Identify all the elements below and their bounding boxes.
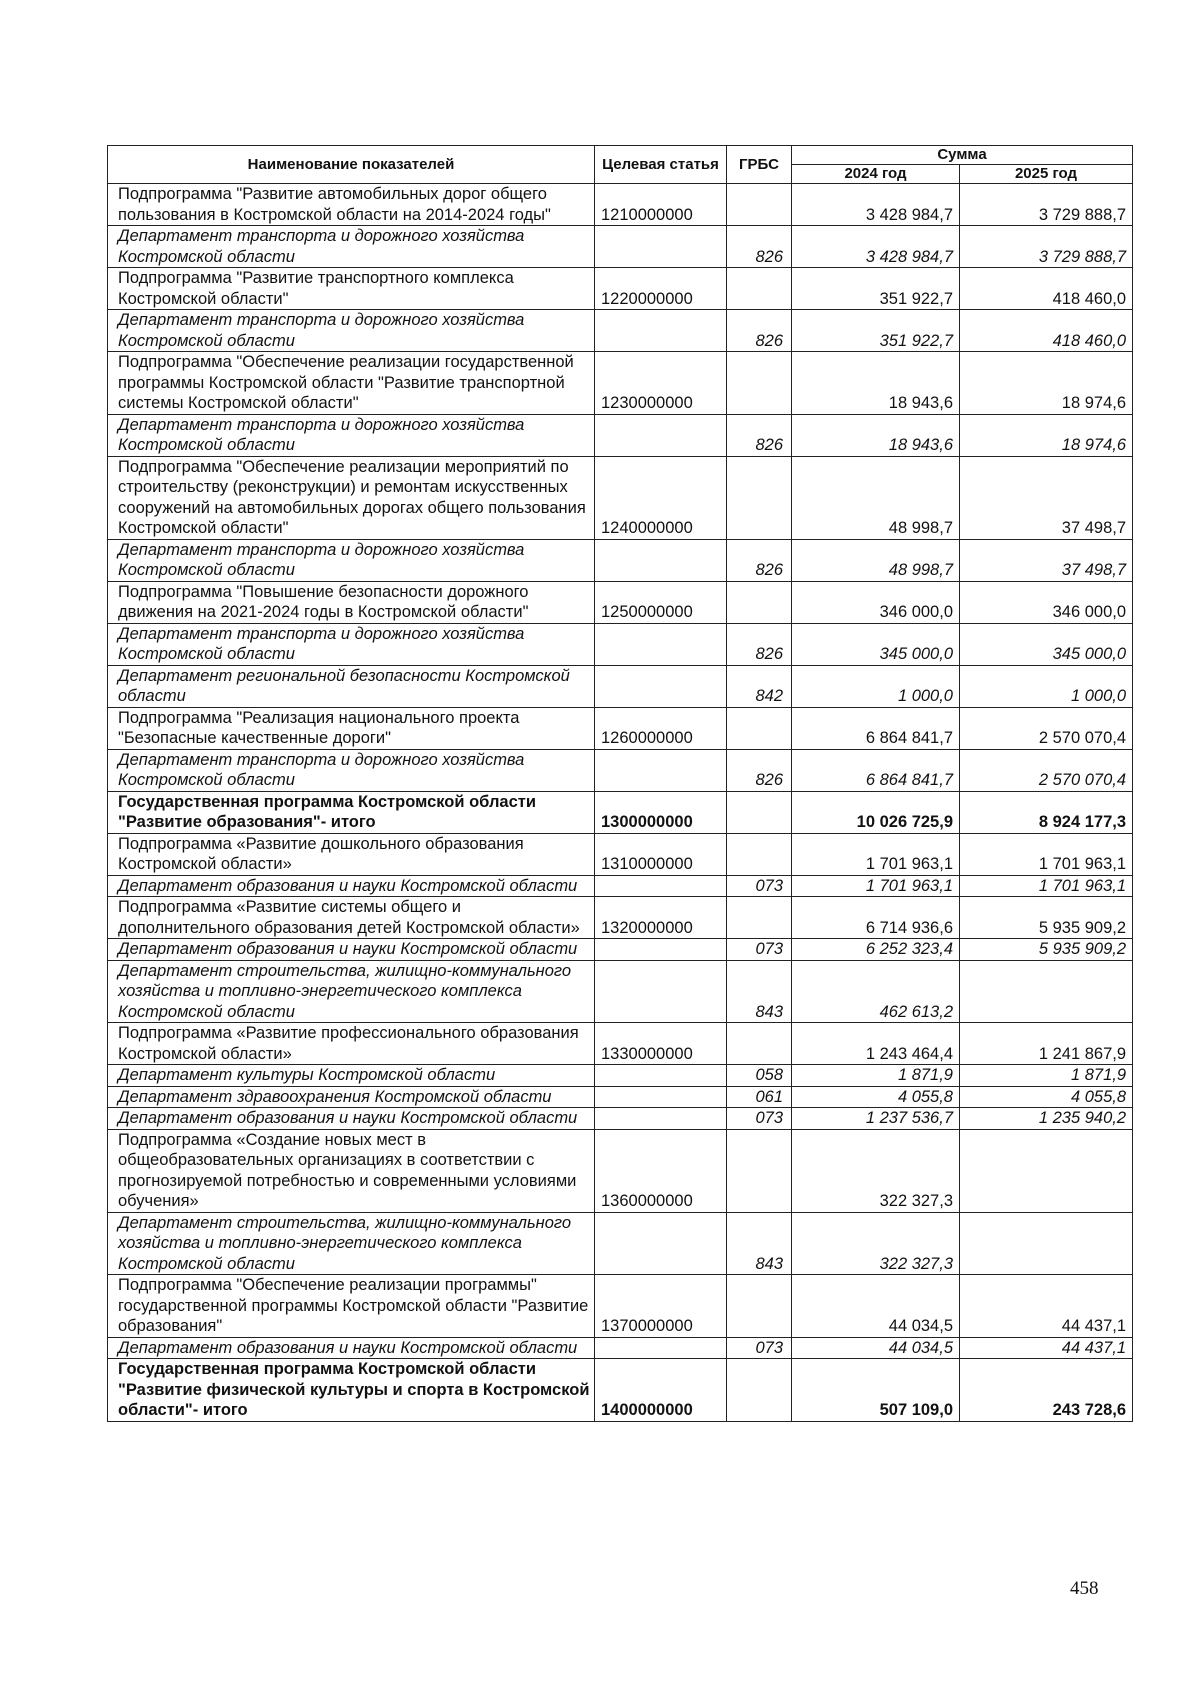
cell-value-2024: 6 864 841,7 <box>792 749 960 791</box>
header-grbs: ГРБС <box>727 146 792 184</box>
cell-value-2024: 18 943,6 <box>792 352 960 415</box>
cell-code <box>595 1086 727 1108</box>
cell-value-2024: 1 243 464,4 <box>792 1023 960 1065</box>
cell-grbs: 073 <box>727 939 792 961</box>
cell-name: Департамент строительства, жилищно-коммунального хозяйства и топливно-энергетического комплекса Костромской области <box>108 960 595 1023</box>
cell-grbs <box>727 1359 792 1422</box>
cell-grbs <box>727 1023 792 1065</box>
cell-value-2025: 3 729 888,7 <box>960 226 1133 268</box>
cell-name: Государственная программа Костромской области "Развитие физической культуры и спорта в Костромской области"- итого <box>108 1359 595 1422</box>
table-row <box>108 1129 1133 1212</box>
table-row <box>108 791 1133 833</box>
cell-name: Подпрограмма "Реализация национального проекта "Безопасные качественные дороги" <box>108 707 595 749</box>
cell-value-2025: 1 871,9 <box>960 1065 1133 1087</box>
table-row <box>108 1212 1133 1275</box>
table-row <box>108 539 1133 581</box>
cell-value-2024: 351 922,7 <box>792 310 960 352</box>
table-row <box>108 623 1133 665</box>
cell-name: Департамент здравоохранения Костромской области <box>108 1086 595 1108</box>
cell-grbs: 061 <box>727 1086 792 1108</box>
cell-name: Департамент региональной безопасности Костромской области <box>108 665 595 707</box>
cell-value-2025 <box>960 960 1133 1023</box>
cell-value-2024: 1 237 536,7 <box>792 1108 960 1130</box>
cell-grbs: 842 <box>727 665 792 707</box>
cell-code <box>595 960 727 1023</box>
cell-name: Подпрограмма "Обеспечение реализации государственной программы Костромской области "Развитие транспортной системы Костромской области" <box>108 352 595 415</box>
cell-value-2025: 1 701 963,1 <box>960 875 1133 897</box>
cell-value-2024: 1 871,9 <box>792 1065 960 1087</box>
cell-value-2025: 5 935 909,2 <box>960 939 1133 961</box>
cell-code <box>595 939 727 961</box>
header-name: Наименование показателей <box>108 146 595 184</box>
cell-value-2024: 48 998,7 <box>792 456 960 539</box>
cell-grbs <box>727 833 792 875</box>
header-sum: Сумма <box>792 146 1133 165</box>
cell-code: 1240000000 <box>595 456 727 539</box>
header-year-2024: 2024 год <box>792 165 960 184</box>
cell-grbs: 073 <box>727 875 792 897</box>
table-body <box>108 184 1133 1422</box>
table-row <box>108 184 1133 226</box>
cell-value-2024: 6 714 936,6 <box>792 897 960 939</box>
cell-value-2025: 1 701 963,1 <box>960 833 1133 875</box>
cell-value-2025: 18 974,6 <box>960 414 1133 456</box>
table-row <box>108 939 1133 961</box>
cell-grbs <box>727 707 792 749</box>
table-row <box>108 310 1133 352</box>
cell-value-2025: 5 935 909,2 <box>960 897 1133 939</box>
cell-code <box>595 310 727 352</box>
table-row <box>108 1359 1133 1422</box>
table-row <box>108 897 1133 939</box>
cell-code <box>595 226 727 268</box>
table-row <box>108 1337 1133 1359</box>
cell-value-2024: 1 701 963,1 <box>792 833 960 875</box>
cell-grbs: 826 <box>727 623 792 665</box>
table-row <box>108 875 1133 897</box>
cell-value-2025: 44 437,1 <box>960 1337 1133 1359</box>
table-row <box>108 1086 1133 1108</box>
table-row <box>108 833 1133 875</box>
header-code: Целевая статья <box>595 146 727 184</box>
cell-value-2025: 37 498,7 <box>960 456 1133 539</box>
cell-value-2025: 2 570 070,4 <box>960 707 1133 749</box>
cell-code: 1260000000 <box>595 707 727 749</box>
cell-name: Департамент транспорта и дорожного хозяйства Костромской области <box>108 539 595 581</box>
cell-value-2024: 6 864 841,7 <box>792 707 960 749</box>
cell-grbs <box>727 581 792 623</box>
cell-code <box>595 539 727 581</box>
cell-grbs <box>727 791 792 833</box>
cell-grbs <box>727 352 792 415</box>
cell-grbs <box>727 184 792 226</box>
cell-name: Департамент транспорта и дорожного хозяйства Костромской области <box>108 623 595 665</box>
cell-value-2025: 1 241 867,9 <box>960 1023 1133 1065</box>
table-row <box>108 268 1133 310</box>
cell-code: 1370000000 <box>595 1275 727 1338</box>
table-row <box>108 226 1133 268</box>
cell-value-2025: 1 000,0 <box>960 665 1133 707</box>
table-row <box>108 1275 1133 1338</box>
cell-value-2024: 44 034,5 <box>792 1275 960 1338</box>
cell-value-2025: 243 728,6 <box>960 1359 1133 1422</box>
cell-grbs: 843 <box>727 960 792 1023</box>
page-number: 458 <box>1070 1578 1099 1599</box>
cell-name: Департамент транспорта и дорожного хозяйства Костромской области <box>108 414 595 456</box>
cell-name: Департамент образования и науки Костромской области <box>108 1108 595 1130</box>
cell-value-2024: 346 000,0 <box>792 581 960 623</box>
cell-grbs: 826 <box>727 310 792 352</box>
cell-value-2025: 346 000,0 <box>960 581 1133 623</box>
cell-value-2025: 18 974,6 <box>960 352 1133 415</box>
cell-code: 1320000000 <box>595 897 727 939</box>
cell-name: Департамент образования и науки Костромской области <box>108 939 595 961</box>
cell-code <box>595 1065 727 1087</box>
table-row <box>108 1108 1133 1130</box>
cell-code <box>595 1212 727 1275</box>
cell-code: 1330000000 <box>595 1023 727 1065</box>
cell-grbs <box>727 268 792 310</box>
table-row <box>108 1065 1133 1087</box>
cell-value-2024: 351 922,7 <box>792 268 960 310</box>
cell-grbs: 058 <box>727 1065 792 1087</box>
cell-code <box>595 1337 727 1359</box>
cell-name: Департамент транспорта и дорожного хозяйства Костромской области <box>108 749 595 791</box>
cell-code: 1230000000 <box>595 352 727 415</box>
cell-value-2024: 6 252 323,4 <box>792 939 960 961</box>
cell-name: Государственная программа Костромской области "Развитие образования"- итого <box>108 791 595 833</box>
cell-name: Подпрограмма «Развитие системы общего и дополнительного образования детей Костромской области» <box>108 897 595 939</box>
cell-value-2025: 1 235 940,2 <box>960 1108 1133 1130</box>
cell-value-2024: 48 998,7 <box>792 539 960 581</box>
cell-code: 1400000000 <box>595 1359 727 1422</box>
header-year-2025: 2025 год <box>960 165 1133 184</box>
cell-value-2025 <box>960 1212 1133 1275</box>
cell-code <box>595 665 727 707</box>
table-row <box>108 1023 1133 1065</box>
cell-grbs: 826 <box>727 414 792 456</box>
cell-grbs: 826 <box>727 226 792 268</box>
cell-value-2024: 3 428 984,7 <box>792 184 960 226</box>
cell-value-2025: 37 498,7 <box>960 539 1133 581</box>
table-row <box>108 581 1133 623</box>
cell-value-2025: 345 000,0 <box>960 623 1133 665</box>
cell-name: Подпрограмма "Повышение безопасности дорожного движения на 2021-2024 годы в Костромской области" <box>108 581 595 623</box>
cell-value-2025: 418 460,0 <box>960 310 1133 352</box>
cell-code <box>595 875 727 897</box>
cell-code: 1250000000 <box>595 581 727 623</box>
cell-name: Подпрограмма "Обеспечение реализации мероприятий по строительству (реконструкции) и ремонтам искусственных сооружений на автомобильных дорогах общего пользования Костромской области" <box>108 456 595 539</box>
cell-grbs <box>727 1129 792 1212</box>
cell-code <box>595 749 727 791</box>
cell-value-2024: 44 034,5 <box>792 1337 960 1359</box>
table-row <box>108 456 1133 539</box>
cell-code <box>595 623 727 665</box>
cell-name: Департамент образования и науки Костромской области <box>108 875 595 897</box>
cell-value-2025 <box>960 1129 1133 1212</box>
cell-grbs: 826 <box>727 749 792 791</box>
cell-name: Департамент образования и науки Костромской области <box>108 1337 595 1359</box>
cell-name: Подпрограмма "Развитие транспортного комплекса Костромской области" <box>108 268 595 310</box>
cell-value-2024: 3 428 984,7 <box>792 226 960 268</box>
cell-grbs: 073 <box>727 1108 792 1130</box>
table-row <box>108 707 1133 749</box>
budget-table <box>107 145 1133 1422</box>
cell-value-2024: 10 026 725,9 <box>792 791 960 833</box>
cell-name: Подпрограмма "Обеспечение реализации программы" государственной программы Костромской области "Развитие образования" <box>108 1275 595 1338</box>
cell-value-2024: 4 055,8 <box>792 1086 960 1108</box>
cell-value-2024: 1 701 963,1 <box>792 875 960 897</box>
table-row <box>108 665 1133 707</box>
cell-name: Департамент культуры Костромской области <box>108 1065 595 1087</box>
header-row-1 <box>108 146 1133 165</box>
cell-value-2024: 322 327,3 <box>792 1129 960 1212</box>
cell-grbs: 826 <box>727 539 792 581</box>
cell-grbs <box>727 456 792 539</box>
cell-grbs <box>727 897 792 939</box>
cell-value-2024: 322 327,3 <box>792 1212 960 1275</box>
cell-name: Подпрограмма «Развитие профессионального образования Костромской области» <box>108 1023 595 1065</box>
cell-name: Подпрограмма «Создание новых мест в общеобразовательных организациях в соответствии с прогнозируемой потребностью и современными условиями обучения» <box>108 1129 595 1212</box>
cell-value-2024: 462 613,2 <box>792 960 960 1023</box>
cell-code: 1360000000 <box>595 1129 727 1212</box>
cell-name: Подпрограмма "Развитие автомобильных дорог общего пользования в Костромской области на 2014-2024 годы" <box>108 184 595 226</box>
cell-code <box>595 414 727 456</box>
table-row <box>108 414 1133 456</box>
cell-grbs <box>727 1275 792 1338</box>
cell-grbs: 073 <box>727 1337 792 1359</box>
cell-value-2025: 418 460,0 <box>960 268 1133 310</box>
cell-value-2025: 44 437,1 <box>960 1275 1133 1338</box>
cell-value-2025: 4 055,8 <box>960 1086 1133 1108</box>
budget-table-container <box>107 145 1132 1422</box>
cell-name: Департамент строительства, жилищно-коммунального хозяйства и топливно-энергетического комплекса Костромской области <box>108 1212 595 1275</box>
cell-value-2025: 3 729 888,7 <box>960 184 1133 226</box>
cell-code: 1310000000 <box>595 833 727 875</box>
table-row <box>108 749 1133 791</box>
cell-name: Департамент транспорта и дорожного хозяйства Костромской области <box>108 310 595 352</box>
cell-name: Департамент транспорта и дорожного хозяйства Костромской области <box>108 226 595 268</box>
table-row <box>108 352 1133 415</box>
cell-value-2025: 8 924 177,3 <box>960 791 1133 833</box>
cell-code: 1300000000 <box>595 791 727 833</box>
cell-grbs: 843 <box>727 1212 792 1275</box>
cell-value-2024: 1 000,0 <box>792 665 960 707</box>
cell-value-2025: 2 570 070,4 <box>960 749 1133 791</box>
cell-code <box>595 1108 727 1130</box>
table-row <box>108 960 1133 1023</box>
cell-code: 1210000000 <box>595 184 727 226</box>
cell-code: 1220000000 <box>595 268 727 310</box>
cell-value-2024: 507 109,0 <box>792 1359 960 1422</box>
cell-value-2024: 18 943,6 <box>792 414 960 456</box>
cell-name: Подпрограмма «Развитие дошкольного образования Костромской области» <box>108 833 595 875</box>
cell-value-2024: 345 000,0 <box>792 623 960 665</box>
